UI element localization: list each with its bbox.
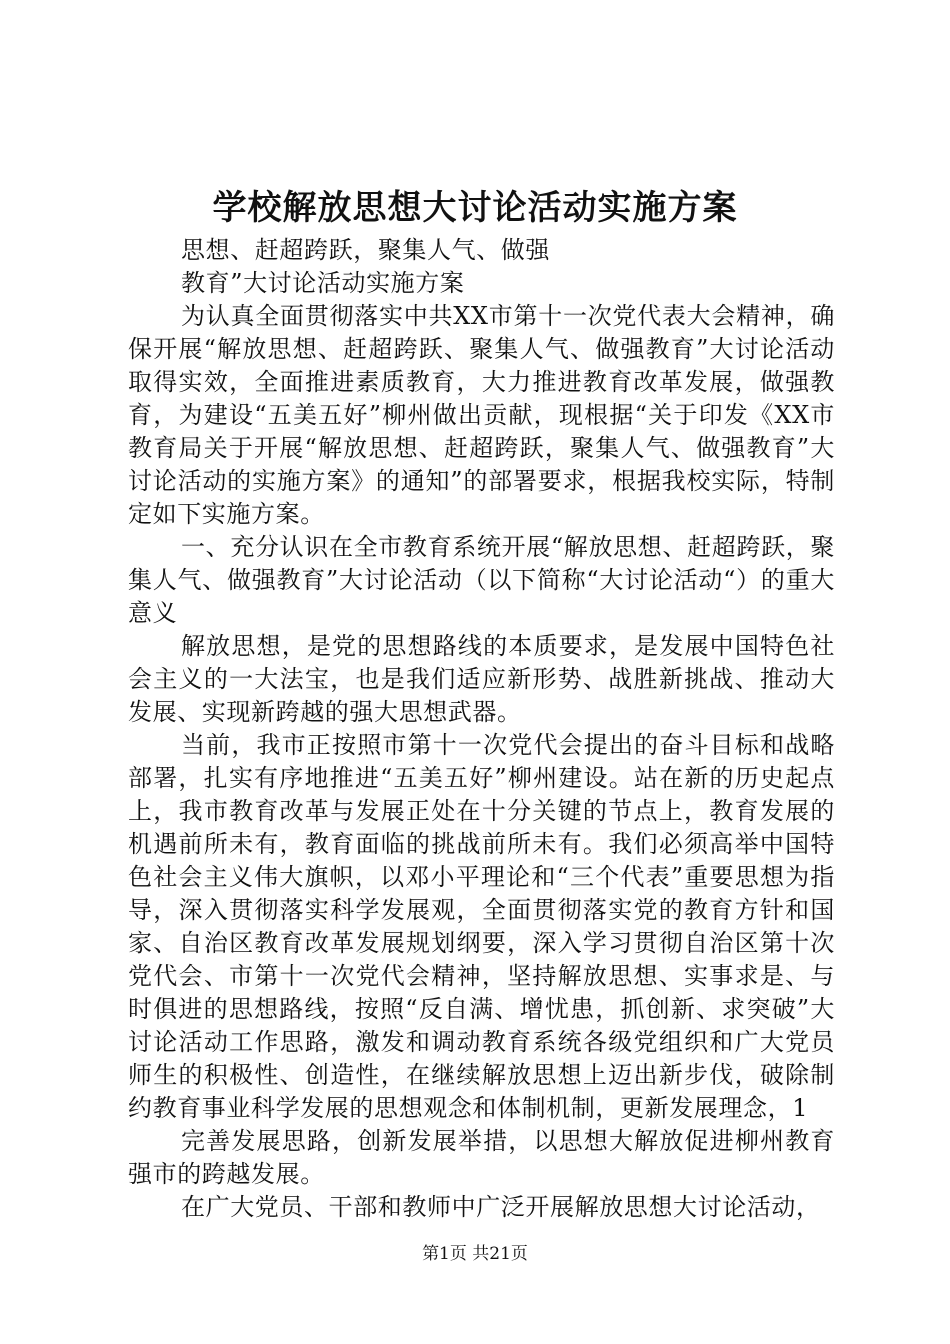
paragraph: 教育”大讨论活动实施方案 — [181, 269, 465, 297]
paragraph: 为认真全面贯彻落实中共XX市第十一次党代表大会精神，确保开展“解放思想、赶超跨跃、聚集人气、做强教育”大讨论活动取得实效，全面推进素质教育，大力推进教育改革发展，做强教育，为建设“五美五好”柳州做出贡献，现根据“关于印发《XX市教育局关于开展“解放思想、赶超跨跃，聚集人气、做强教育”大讨论活动的实施方案》的通知”的部署要求，根据我校实际，特制定如下实施方案。 — [128, 302, 835, 528]
document-title: 学校解放思想大讨论活动实施方案 — [212, 188, 738, 228]
document-body — [128, 234, 835, 1224]
section-heading: 一、充分认识在全市教育系统开展“解放思想、赶超跨跃，聚集人气、做强教育”大讨论活动（以下简称“大讨论活动“）的重大意义 — [128, 533, 835, 627]
paragraph: 思想、赶超跨跃，聚集人气、做强 — [181, 236, 550, 264]
paragraph: 解放思想，是党的思想路线的本质要求，是发展中国特色社会主义的一大法宝，也是我们适应新形势、战胜新挑战、推动大发展、实现新跨越的强大思想武器。 — [128, 632, 835, 726]
paragraph: 当前，我市正按照市第十一次党代会提出的奋斗目标和战略部署，扎实有序地推进“五美五好”柳州建设。站在新的历史起点上，我市教育改革与发展正处在十分关键的节点上，教育发展的机遇前所未有，教育面临的挑战前所未有。我们必须高举中国特色社会主义伟大旗帜，以邓小平理论和“三个代表”重要思想为指导，深入贯彻落实科学发展观，全面贯彻落实党的教育方针和国家、自治区教育改革发展规划纲要，深入学习贯彻自治区第十次党代会、市第十一次党代会精神，坚持解放思想、实事求是、与时俱进的思想路线，按照“反自满、增忧患，抓创新、求突破”大讨论活动工作思路，激发和调动教育系统各级党组织和广大党员师生的积极性、创造性，在继续解放思想上迈出新步伐，破除制约教育事业科学发展的思想观念和体制机制，更新发展理念，1 — [128, 731, 835, 1122]
paragraph: 完善发展思路，创新发展举措，以思想大解放促进柳州教育强市的跨越发展。 — [128, 1127, 835, 1188]
page-number-footer: 第1页 共21页 — [422, 1244, 528, 1264]
paragraph: 在广大党员、干部和教师中广泛开展解放思想大讨论活动， — [181, 1193, 821, 1221]
